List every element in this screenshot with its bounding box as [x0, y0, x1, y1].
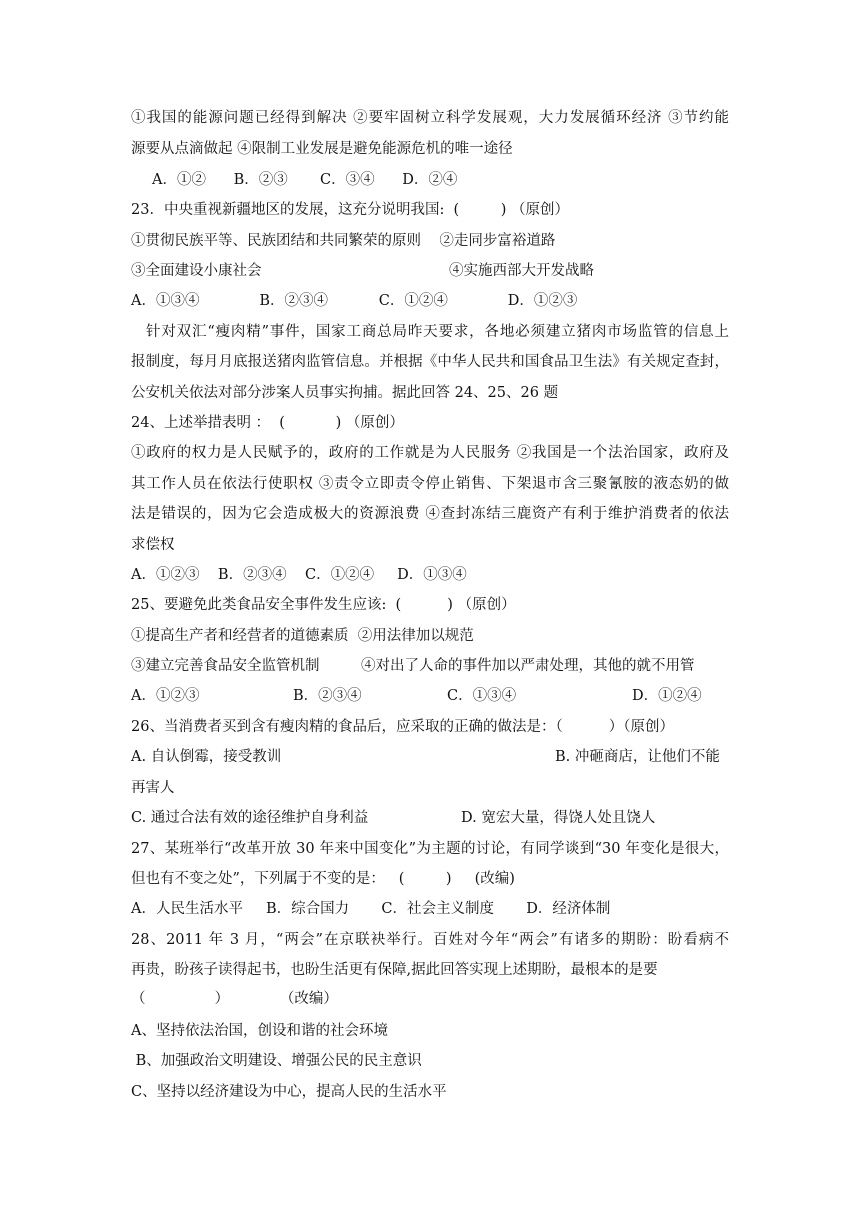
- q28-option-a: A、坚持依法治国，创设和谐的社会环境: [131, 1023, 388, 1039]
- q28-option-c: C、坚持以经济建设为中心，提高人民的生活水平: [131, 1084, 447, 1100]
- q25-option-d: D．①②④: [632, 688, 702, 704]
- q24-options: A．①②③ B．②③④ C．①②④ D．①③④: [131, 567, 467, 583]
- q23-statements-line1: ①贯彻民族平等、民族团结和共同繁荣的原则 ②走同步富裕道路: [131, 233, 556, 249]
- q25-option-c: C．①③④: [447, 688, 517, 704]
- q25-statements-line1: ①提高生产者和经营者的道德素质 ②用法律加以规范: [131, 628, 474, 644]
- q23-options: A．①③④ B．②③④ C．①②④ D．①②③: [131, 293, 578, 309]
- q27-options: A．人民生活水平 B．综合国力 C．社会主义制度 D．经济体制: [131, 901, 611, 917]
- q28-stem-line2: 再贵，盼孩子读得起书，也盼生活更有保障,据此回答实现上述期盼，最根本的是要: [131, 962, 658, 978]
- q24-statements-line1: ①政府的权力是人民赋予的，政府的工作就是为人民服务 ②我国是一个法治国家，政府及: [131, 445, 729, 461]
- q28-stem-line3: （ ） （改编）: [131, 991, 338, 1007]
- q24-statements-line2: 其工作人员在依法行使职权 ③责令立即责令停止销售、下架退市含三聚氰胺的液态奶的做: [131, 476, 729, 492]
- q24-stem: 24、上述举措表明 ： ( ) （原创）: [131, 415, 404, 431]
- material-line2: 报制度，每月月底报送猪肉监管信息。并根据《中华人民共和国食品卫生法》有关规定查封，: [131, 354, 729, 370]
- q26-option-b-cont: 再害人: [131, 780, 175, 796]
- q26-option-b: B. 冲砸商店，让他们不能: [555, 749, 720, 765]
- q23-stem: 23．中央重视新疆地区的发展，这充分说明我国: ( ) （原创）: [131, 202, 569, 218]
- q25-stem: 25、要避免此类食品安全事件发生应该: ( ) （原创）: [131, 597, 516, 613]
- q28-option-b: B、加强政治文明建设、增强公民的民主意识: [131, 1053, 422, 1069]
- material-line3: 公安机关依法对部分涉案人员事实拘捕。据此回答 24、25、26 题: [131, 385, 559, 401]
- q26-option-c: C. 通过合法有效的途径维护自身利益: [131, 810, 369, 826]
- q27-stem-line1: 27、某班举行“改革开放 30 年来中国变化”为主题的讨论，有同学谈到“30 年变化是很大，: [131, 841, 729, 857]
- q23-statements-line2a: ③全面建设小康社会: [131, 263, 262, 279]
- q24-statements-line4: 求偿权: [131, 537, 175, 553]
- q26-stem: 26、当消费者买到含有瘦肉精的食品后，应采取的正确的做法是：（ ）（原创）: [131, 719, 675, 735]
- q25-option-b: B．②③④: [293, 688, 362, 704]
- q22-statements-line2: 源要从点滴做起 ④限制工业发展是避免能源危机的唯一途径: [131, 141, 513, 157]
- material-line1: 针对双汇“瘦肉精”事件，国家工商总局昨天要求，各地必须建立猪肉市场监管的信息上: [146, 324, 729, 340]
- q26-option-d: D. 宽宏大量，得饶人处且饶人: [461, 810, 656, 826]
- q22-statements-line1: ①我国的能源问题已经得到解决 ②要牢固树立科学发展观，大力发展循环经济 ③节约能: [131, 110, 729, 126]
- q22-options: A．①② B．②③ C．③④ D．②④: [152, 172, 458, 188]
- q28-stem-line1: 28、2011 年 3 月，“两会”在京联袂举行。百姓对今年“两会”有诸多的期盼：盼看病不: [131, 932, 729, 948]
- q24-statements-line3: 法是错误的，因为它会造成极大的资源浪费 ④查封冻结三鹿资产有利于维护消费者的依法: [131, 506, 729, 522]
- q25-statements-line2: ③建立完善食品安全监管机制 ④对出了人命的事件加以严肃处理，其他的就不用管: [131, 658, 695, 674]
- q27-stem-line2: 但也有不变之处”，下列属于不变的是： ( ) (改编): [131, 871, 515, 887]
- q25-option-a: A．①②③: [131, 688, 200, 704]
- q23-statements-line2b: ④实施西部大开发战略: [449, 263, 594, 279]
- q26-option-a: A. 自认倒霉，接受教训: [131, 749, 282, 765]
